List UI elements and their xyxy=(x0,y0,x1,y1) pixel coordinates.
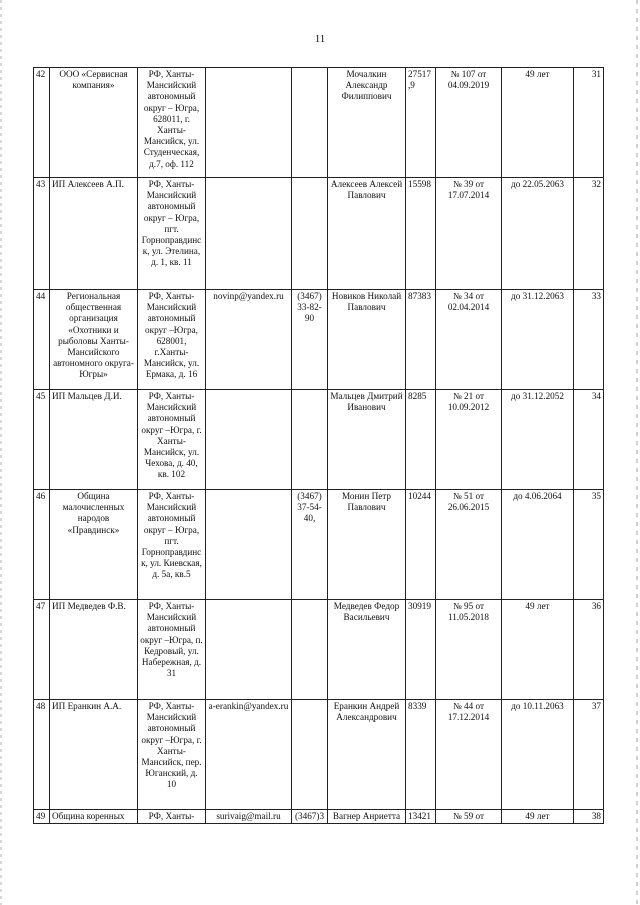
organization-name: ООО «Сервисная компания» xyxy=(50,68,138,178)
term-cell: 49 лет xyxy=(502,68,574,178)
term-cell: 49 лет xyxy=(502,810,574,824)
table-row xyxy=(34,490,604,600)
record-id-cell: 38 xyxy=(574,810,604,824)
row-number: 44 xyxy=(34,290,50,390)
registry-table xyxy=(33,67,604,824)
table-row xyxy=(34,600,604,700)
head-name-cell: Монин Петр Павлович xyxy=(328,490,406,600)
area-cell: 8339 xyxy=(406,700,436,810)
phone-cell xyxy=(292,600,328,700)
record-id-cell: 36 xyxy=(574,600,604,700)
scan-edge-left xyxy=(0,0,2,905)
area-cell: 8285 xyxy=(406,390,436,490)
phone-cell: (3467)3 xyxy=(292,810,328,824)
head-name-cell: Новиков Николай Павлович xyxy=(328,290,406,390)
table-row xyxy=(34,290,604,390)
email-cell xyxy=(206,490,292,600)
phone-cell xyxy=(292,178,328,290)
order-cell: № 51 от 26.06.2015 xyxy=(436,490,502,600)
organization-name: ИП Еранкин А.А. xyxy=(50,700,138,810)
record-id-cell: 31 xyxy=(574,68,604,178)
organization-name: Община малочисленных народов «Правдинск» xyxy=(50,490,138,600)
record-id-cell: 37 xyxy=(574,700,604,810)
term-cell: до 22.05.2063 xyxy=(502,178,574,290)
phone-cell: (3467) 37-54-40, xyxy=(292,490,328,600)
area-cell: 15598 xyxy=(406,178,436,290)
term-cell: до 4.06.2064 xyxy=(502,490,574,600)
phone-cell xyxy=(292,68,328,178)
area-cell: 10244 xyxy=(406,490,436,600)
organization-name: ИП Алексеев А.П. xyxy=(50,178,138,290)
address-cell: РФ, Ханты-Мансийский автономный округ –Югра, г. Ханты-Мансийск, пер. Юганский, д. 10 xyxy=(138,700,206,810)
order-cell: № 44 от 17.12.2014 xyxy=(436,700,502,810)
table-row xyxy=(34,810,604,824)
address-cell: РФ, Ханты- xyxy=(138,810,206,824)
table-row xyxy=(34,178,604,290)
record-id-cell: 33 xyxy=(574,290,604,390)
order-cell: № 59 от xyxy=(436,810,502,824)
row-number: 42 xyxy=(34,68,50,178)
area-cell: 13421 xyxy=(406,810,436,824)
row-number: 43 xyxy=(34,178,50,290)
phone-cell: (3467) 33-82-90 xyxy=(292,290,328,390)
row-number: 45 xyxy=(34,390,50,490)
order-cell: № 21 от 10.09.2012 xyxy=(436,390,502,490)
email-cell: a-erankin@yandex.ru xyxy=(206,700,292,810)
record-id-cell: 32 xyxy=(574,178,604,290)
order-cell: № 95 от 11.05.2018 xyxy=(436,600,502,700)
head-name-cell: Мочалкин Александр Филиппович xyxy=(328,68,406,178)
term-cell: 49 лет xyxy=(502,600,574,700)
email-cell: surivaig@mail.ru xyxy=(206,810,292,824)
row-number: 47 xyxy=(34,600,50,700)
organization-name: ИП Медведев Ф.В. xyxy=(50,600,138,700)
email-cell xyxy=(206,68,292,178)
record-id-cell: 34 xyxy=(574,390,604,490)
email-cell xyxy=(206,600,292,700)
order-cell: № 107 от 04.09.2019 xyxy=(436,68,502,178)
email-cell: novinp@yandex.ru xyxy=(206,290,292,390)
phone-cell xyxy=(292,390,328,490)
address-cell: РФ, Ханты-Мансийский автономный округ – Югра, 628011, г. Ханты-Мансийск, ул. Студенческая, д.7, оф. 112 xyxy=(138,68,206,178)
scan-edge-right xyxy=(636,0,638,905)
area-cell: 30919 xyxy=(406,600,436,700)
record-id-cell: 35 xyxy=(574,490,604,600)
organization-name: Региональная общественная организация «Охотники и рыболовы Ханты-Мансийского автономного округа-Югры» xyxy=(50,290,138,390)
organization-name: Община коренных xyxy=(50,810,138,824)
page-number: 11 xyxy=(314,33,326,45)
address-cell: РФ, Ханты-Мансийский автономный округ –Югра, г. Ханты-Мансийск, ул. Чехова, д. 40, кв. 102 xyxy=(138,390,206,490)
order-cell: № 39 от 17.07.2014 xyxy=(436,178,502,290)
term-cell: до 31.12.2063 xyxy=(502,290,574,390)
head-name-cell: Мальцев Дмитрий Иванович xyxy=(328,390,406,490)
term-cell: до 10.11.2063 xyxy=(502,700,574,810)
head-name-cell: Вагнер Анриетта xyxy=(328,810,406,824)
table-row xyxy=(34,68,604,178)
order-cell: № 34 от 02.04.2014 xyxy=(436,290,502,390)
email-cell xyxy=(206,390,292,490)
address-cell: РФ, Ханты-Мансийский автономный округ –Югра, 628001, г.Ханты-Мансийск, ул. Ермака, д. 16 xyxy=(138,290,206,390)
row-number: 48 xyxy=(34,700,50,810)
area-cell: 27517,9 xyxy=(406,68,436,178)
row-number: 46 xyxy=(34,490,50,600)
head-name-cell: Еранкин Андрей Александрович xyxy=(328,700,406,810)
address-cell: РФ, Ханты-Мансийский автономный округ – Югра, пгт. Горноправдинск, ул. Киевская, д. 5а, кв.5 xyxy=(138,490,206,600)
address-cell: РФ, Ханты-Мансийский автономный округ – Югра, пгт. Горноправдинск, ул. Этелина, д. 1, кв. 11 xyxy=(138,178,206,290)
term-cell: до 31.12.2052 xyxy=(502,390,574,490)
table-row xyxy=(34,390,604,490)
phone-cell xyxy=(292,700,328,810)
table-row xyxy=(34,700,604,810)
head-name-cell: Медведев Федор Васильевич xyxy=(328,600,406,700)
head-name-cell: Алексеев Алексей Павлович xyxy=(328,178,406,290)
email-cell xyxy=(206,178,292,290)
organization-name: ИП Мальцев Д.И. xyxy=(50,390,138,490)
row-number: 49 xyxy=(34,810,50,824)
area-cell: 87383 xyxy=(406,290,436,390)
address-cell: РФ, Ханты-Мансийский автономный округ –Югра, п. Кедровый, ул. Набережная, д. 31 xyxy=(138,600,206,700)
